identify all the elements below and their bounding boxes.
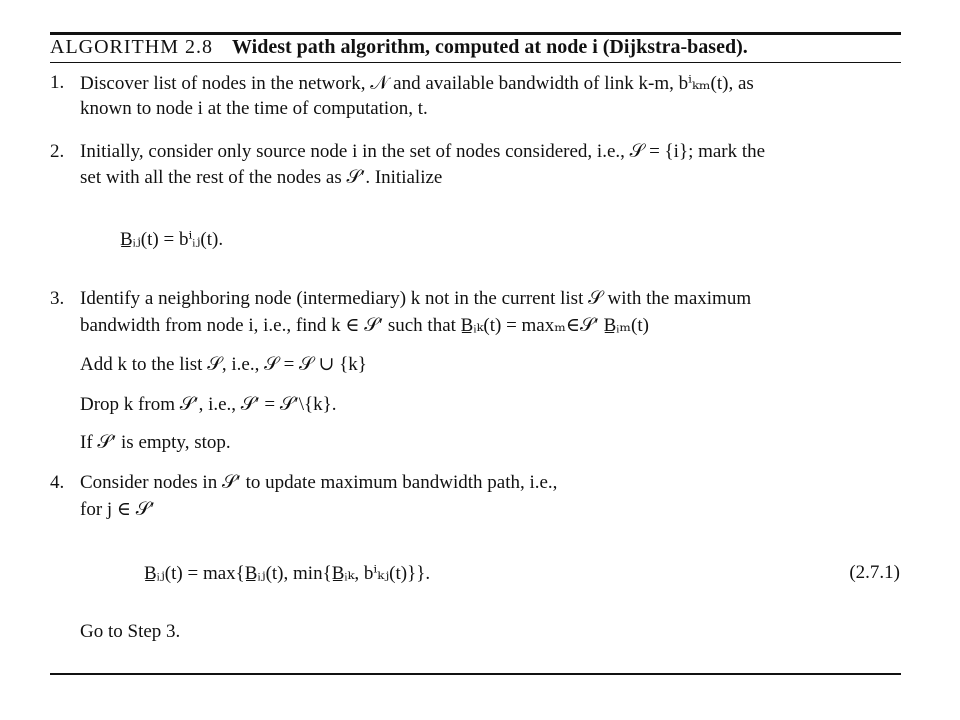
algorithm-label: ALGORITHM 2.8 <box>50 36 213 58</box>
equation: B̲ᵢⱼ(t) = bⁱᵢⱼ(t). <box>120 229 224 250</box>
step-line: Discover list of nodes in the network, 𝒩 and available bandwidth of link k-m, bⁱₖₘ(t), as <box>80 73 754 94</box>
step-number: 3. <box>50 288 65 309</box>
step-number: 4. <box>50 472 65 493</box>
closing-line: Go to Step 3. <box>80 621 181 642</box>
step-line: bandwidth from node i, i.e., find k ∈ 𝒮′ such that B̲ᵢₖ(t) = maxₘ∈𝒮′ B̲ᵢₘ(t) <box>80 315 649 336</box>
bottom-rule <box>50 673 901 675</box>
equation: B̲ᵢⱼ(t) = max{B̲ᵢⱼ(t), min{B̲ᵢₖ, bⁱₖⱼ(t)}}. <box>144 563 431 584</box>
step-line: Consider nodes in 𝒮′ to update maximum bandwidth path, i.e., <box>80 472 558 493</box>
header-rule <box>50 62 901 63</box>
substep-line: Add k to the list 𝒮, i.e., 𝒮 = 𝒮 ∪ {k} <box>80 354 367 375</box>
top-rule <box>50 32 901 35</box>
substep-line: Drop k from 𝒮′, i.e., 𝒮′ = 𝒮′\{k}. <box>80 394 337 415</box>
step-line: for j ∈ 𝒮′ <box>80 499 155 520</box>
step-line: Identify a neighboring node (intermediary) k not in the current list 𝒮 with the maximum <box>80 288 752 309</box>
step-line: known to node i at the time of computation, t. <box>80 98 428 119</box>
step-number: 1. <box>50 72 65 93</box>
algorithm-title: Widest path algorithm, computed at node i (Dijkstra-based). <box>232 36 748 58</box>
algorithm-header <box>50 36 748 59</box>
step-number: 2. <box>50 141 65 162</box>
step-line: Initially, consider only source node i in the set of nodes considered, i.e., 𝒮 = {i}; mark the <box>80 141 766 162</box>
equation-number: (2.7.1) <box>849 562 900 583</box>
substep-line: If 𝒮′ is empty, stop. <box>80 432 231 453</box>
step-line: set with all the rest of the nodes as 𝒮′. Initialize <box>80 167 443 188</box>
